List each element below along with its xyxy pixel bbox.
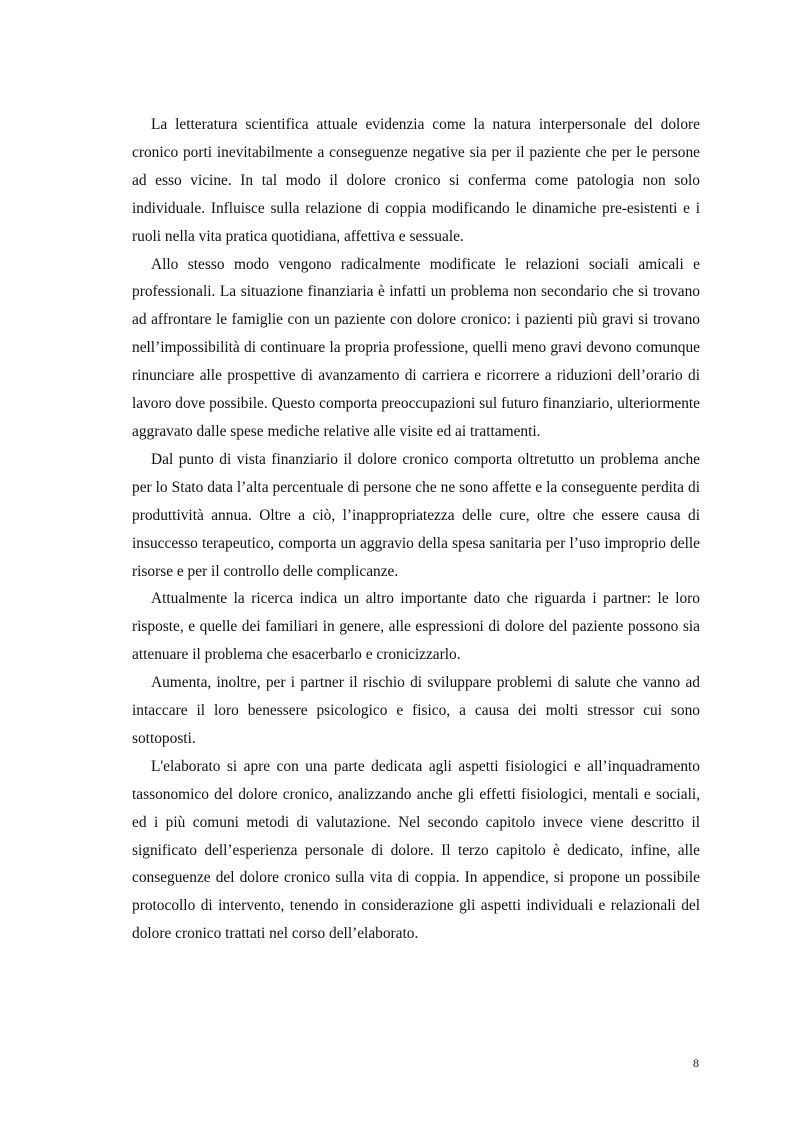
body-text	[132, 111, 700, 948]
paragraph-3: Dal punto di vista finanziario il dolore cronico comporta oltretutto un problema anche per lo Stato data l’alta percentuale di persone che ne sono affette e la conseguente perdita di produttività annua. Oltre a ciò, l’inappropriatezza delle cure, oltre che essere causa di insuccesso terapeutico, comporta un aggravio della spesa sanitaria per l’uso improprio delle risorse e per il controllo delle complicanze.	[132, 450, 700, 580]
paragraph-6: L'elaborato si apre con una parte dedicata agli aspetti fisiologici e all’inquadramento tassonomico del dolore cronico, analizzando anche gli effetti fisiologici, mentali e sociali, ed i più comuni metodi di valutazione. Nel secondo capitolo invece viene descritto il significato dell’esperienza personale di dolore. Il terzo capitolo è dedicato, infine, alle conseguenze del dolore cronico sulla vita di coppia. In appendice, si propone un possibile protocollo di intervento, tenendo in considerazione gli aspetti individuali e relazionali del dolore cronico trattati nel corso dell’elaborato.	[132, 757, 700, 943]
page-number: 8	[693, 1056, 699, 1070]
paragraph-4: Attualmente la ricerca indica un altro importante dato che riguarda i partner: le loro risposte, e quelle dei familiari in genere, alle espressioni di dolore del paziente possono sia attenuare il problema che esacerbarlo e cronicizzarlo.	[132, 590, 700, 664]
paragraph-2: Allo stesso modo vengono radicalmente modificate le relazioni sociali amicali e professionali. La situazione finanziaria è infatti un problema non secondario che si trovano ad affrontare le famiglie con un paziente con dolore cronico: i pazienti più gravi si trovano nell’impossibilità di continuare la propria professione, quelli meno gravi devono comunque rinunciare alle prospettive di avanzamento di carriera e ricorrere a riduzioni dell’orario di lavoro dove possibile. Questo comporta preoccupazioni sul futuro finanziario, ulteriormente aggravato dalle spese mediche relative alle visite ed ai trattamenti.	[132, 255, 700, 440]
paragraph-5: Aumenta, inoltre, per i partner il rischio di sviluppare problemi di salute che vanno ad intaccare il loro benessere psicologico e fisico, a causa dei molti stressor cui sono sottoposti.	[132, 674, 700, 747]
paragraph-1: La letteratura scientifica attuale evidenzia come la natura interpersonale del dolore cronico porti inevitabilmente a conseguenze negative sia per il paziente che per le persone ad esso vicine. In tal modo il dolore cronico si conferma come patologia non solo individuale. Influisce sulla relazione di coppia modificando le dinamiche pre-esistenti e i ruoli nella vita pratica quotidiana, affettiva e sessuale.	[132, 116, 700, 245]
